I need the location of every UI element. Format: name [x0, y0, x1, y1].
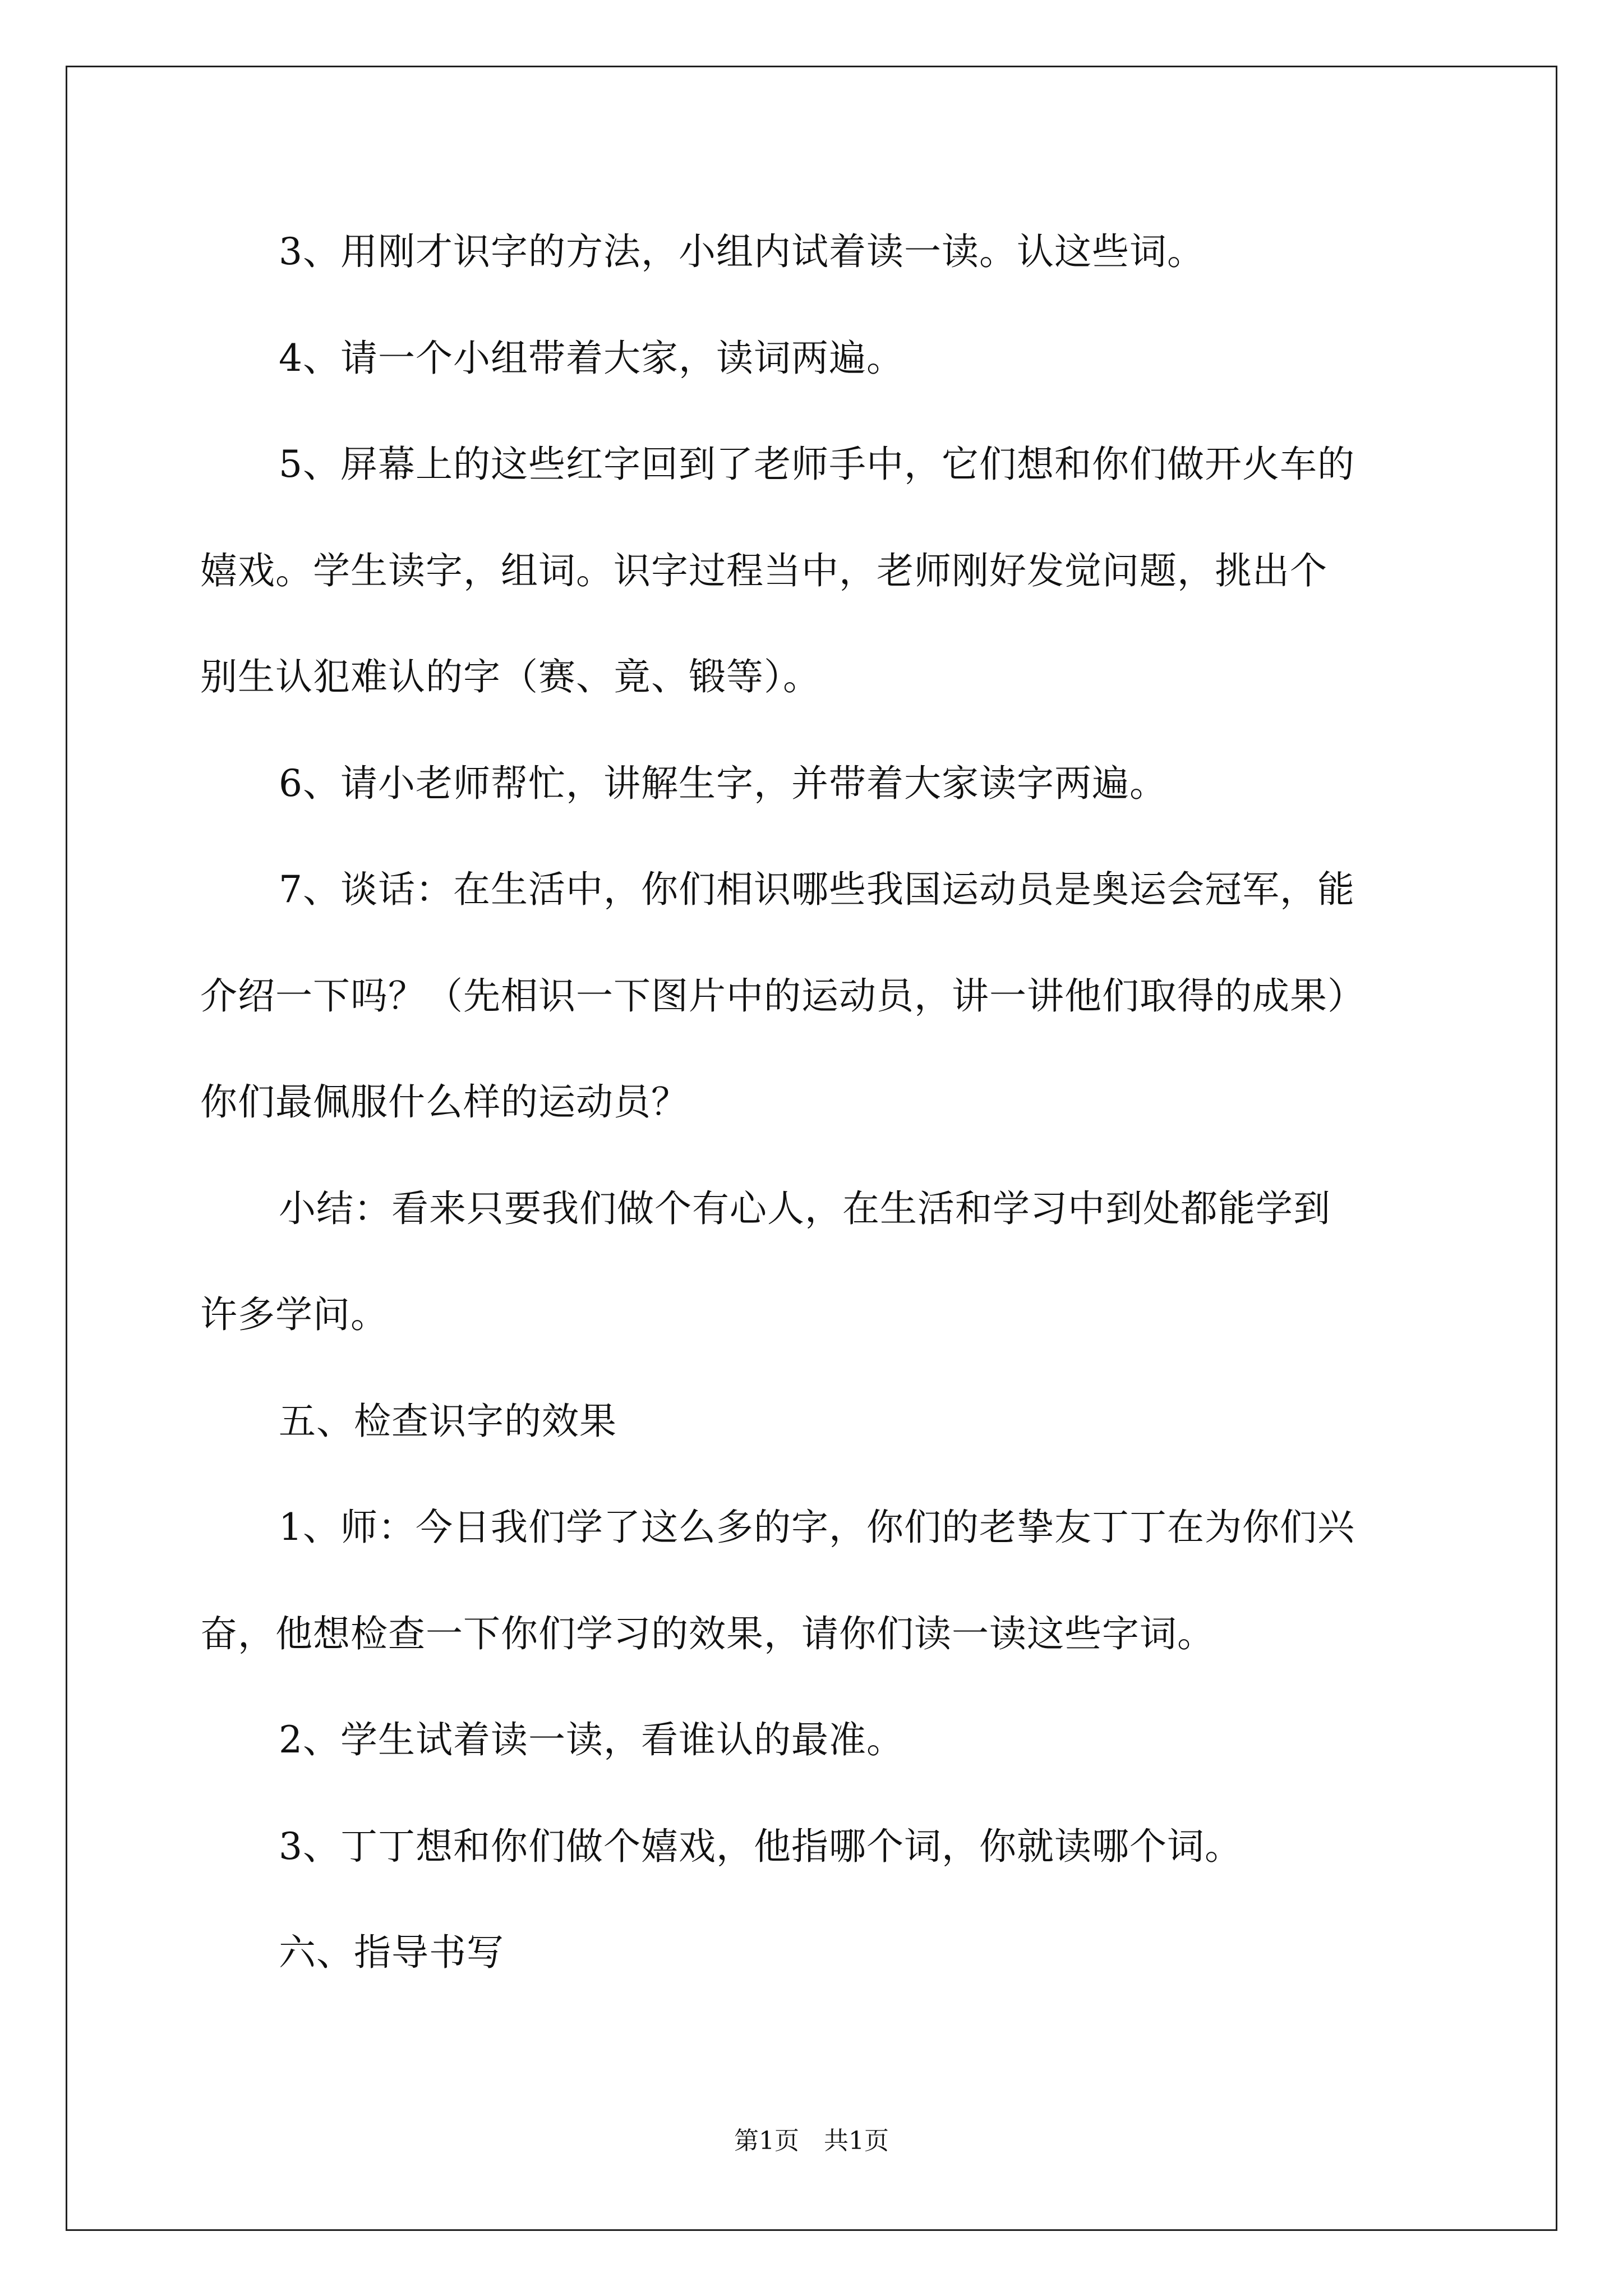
paragraph-line: 许多学问。 [200, 1293, 388, 1336]
paragraph-line: 4、请一个小组带着大家，读词两遍。 [279, 337, 904, 380]
paragraph-line: 你们最佩服什么样的运动员？ [200, 1080, 689, 1124]
paragraph-line: 嬉戏。学生读字，组词。识字过程当中，老师刚好发觉问题，挑出个 [200, 549, 1327, 592]
paragraph-line: 奋，他想检查一下你们学习的效果，请你们读一读这些字词。 [200, 1612, 1215, 1655]
section-heading: 五、检查识字的效果 [279, 1400, 617, 1443]
paragraph-line: 介绍一下吗？（先相识一下图片中的运动员，讲一讲他们取得的成果） [200, 974, 1365, 1018]
page-border [66, 66, 1557, 2231]
paragraph-line: 6、请小老师帮忙，讲解生字，并带着大家读字两遍。 [279, 762, 1167, 805]
section-heading: 六、指导书写 [279, 1931, 504, 1974]
paragraph-line: 3、用刚才识字的方法，小组内试着读一读。认这些词。 [279, 230, 1205, 273]
paragraph-line: 3、丁丁想和你们做个嬉戏，他指哪个词，你就读哪个词。 [279, 1825, 1242, 1868]
paragraph-line: 5、屏幕上的这些红字回到了老师手中，它们想和你们做开火车的 [279, 443, 1355, 486]
paragraph-line: 小结：看来只要我们做个有心人，在生活和学习中到处都能学到 [279, 1187, 1331, 1230]
paragraph-line: 别生认犯难认的字（赛、竟、锻等）。 [200, 655, 820, 698]
paragraph-line: 7、谈话：在生活中，你们相识哪些我国运动员是奥运会冠军，能 [279, 868, 1355, 911]
page-number: 第1页 共1页 [734, 2127, 889, 2155]
paragraph-line: 1、师：今日我们学了这么多的字，你们的老挚友丁丁在为你们兴 [279, 1506, 1355, 1549]
paragraph-line: 2、学生试着读一读，看谁认的最准。 [279, 1718, 904, 1761]
